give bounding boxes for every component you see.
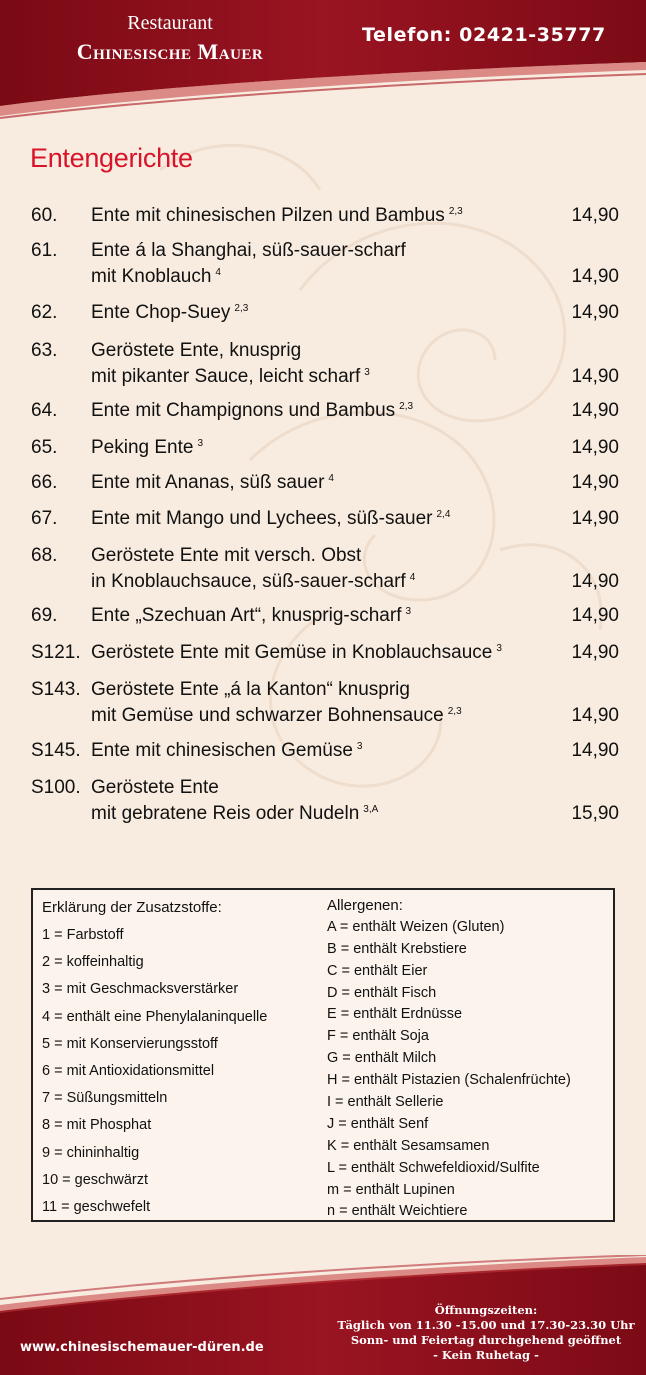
menu-item-name: [91, 437, 203, 462]
menu-item-price: 14,90: [571, 508, 619, 529]
menu-item-text: Ente mit chinesischen Gemüse: [91, 740, 353, 761]
menu-item-text: Geröstete Ente, knusprig: [91, 340, 302, 361]
allergens-column: [327, 895, 571, 1223]
menu-item-text: Ente mit Champignons und Bambus: [91, 400, 396, 421]
menu-item-name: [91, 472, 334, 497]
menu-item-additives: 3: [197, 438, 204, 449]
menu-item-price: 14,90: [571, 705, 619, 726]
menu-item-text: mit pikanter Sauce, leicht scharf: [91, 366, 361, 387]
menu-item-text: Ente „Szechuan Art“, knusprig-scharf: [91, 605, 402, 626]
menu-item-name: [91, 205, 463, 230]
menu-item-name: [91, 777, 219, 799]
menu-item-price: 14,90: [571, 400, 619, 421]
additive-entry: 9 = chininhaltig: [42, 1144, 140, 1161]
restaurant-name-first: Chinesische: [76, 39, 192, 64]
menu-item-number: 65.: [31, 437, 58, 458]
menu-item-name: [91, 571, 415, 596]
menu-item-text: Ente mit Mango und Lychees, süß-sauer: [91, 508, 433, 529]
allergen-entry: D = enthält Fisch: [327, 984, 437, 1001]
restaurant-label: Restaurant: [127, 12, 213, 34]
allergen-entry: L = enthält Schwefeldioxid/Sulfite: [327, 1159, 540, 1176]
opening-hours-line: Sonn- und Feiertag durchgehend geöffnet: [350, 1333, 622, 1347]
menu-item-number: S100.: [31, 777, 81, 798]
additive-entry: 6 = mit Antioxidationsmittel: [42, 1062, 215, 1079]
menu-item-price: 15,90: [571, 803, 619, 824]
menu-item-additives: 4: [215, 267, 221, 278]
menu-item-additives: 3: [405, 606, 412, 617]
additive-entry: 11 = geschwefelt: [42, 1198, 151, 1215]
additive-entry: 7 = Süßungsmitteln: [42, 1090, 168, 1107]
additive-entry: 8 = mit Phosphat: [42, 1117, 152, 1134]
allergen-entry: m = enthält Lupinen: [327, 1181, 455, 1198]
menu-item-name: [91, 679, 410, 701]
additives-heading: Erklärung der Zusatzstoffe:: [42, 899, 222, 916]
allergen-entry: B = enthält Krebstiere: [327, 940, 467, 957]
menu-item-name: [91, 266, 221, 291]
menu-item-text: Peking Ente: [91, 437, 194, 458]
header-banner: [0, 0, 646, 130]
menu-item-text: mit Gemüse und schwarzer Bohnensauce: [91, 705, 444, 726]
menu-item-number: S143.: [31, 679, 81, 700]
menu-item-name: [91, 705, 462, 730]
menu-item-additives: 4: [409, 572, 416, 583]
menu-item-number: 66.: [31, 472, 58, 493]
menu-item-name: [91, 340, 301, 362]
menu-item-price: 14,90: [571, 472, 619, 493]
allergen-entry: K = enthält Sesamsamen: [327, 1137, 490, 1154]
allergen-entry: E = enthält Erdnüsse: [327, 1006, 463, 1023]
section-title: Entengerichte: [30, 143, 193, 173]
menu-item-additives: 4: [328, 473, 334, 484]
menu-item-text: Ente mit Ananas, süß sauer: [91, 472, 325, 493]
menu-item-price: 14,90: [571, 571, 619, 592]
menu-item-text: Ente mit chinesischen Pilzen und Bambus: [91, 205, 445, 226]
menu-item-text: Geröstete Ente: [91, 777, 219, 798]
menu-item-price: 14,90: [571, 740, 619, 761]
menu-item-number: 67.: [31, 508, 58, 529]
menu-item-additives: 3: [496, 643, 502, 654]
additive-entry: 1 = Farbstoff: [42, 927, 124, 943]
menu-item-text: Geröstete Ente „á la Kanton“ knusprig: [91, 679, 410, 700]
menu-item-price: 14,90: [571, 266, 619, 287]
opening-hours-title: Öffnungszeiten:: [434, 1303, 538, 1317]
menu-item-name: [91, 302, 248, 327]
opening-hours-line: - Kein Ruhetag -: [433, 1348, 539, 1362]
legend-box: [31, 888, 615, 1222]
menu-item-name: [91, 803, 378, 828]
menu-item-name: [91, 240, 406, 262]
menu-item-text: mit Knoblauch: [91, 266, 212, 287]
menu-item-price: 14,90: [571, 302, 619, 323]
menu-item-name: [91, 740, 362, 765]
restaurant-name-second: Mauer: [197, 39, 264, 64]
menu-item-price: 14,90: [571, 642, 619, 663]
additive-entry: 2 = koffeinhaltig: [42, 954, 144, 971]
menu-item-additives: 3,A: [363, 804, 379, 815]
menu-item-text: Ente Chop-Suey: [91, 302, 231, 323]
menu-item-text: Geröstete Ente mit versch. Obst: [91, 545, 362, 566]
menu-item-number: 63.: [31, 340, 58, 361]
menu-item-name: [91, 400, 413, 425]
allergens-heading: Allergenen:: [327, 897, 403, 914]
menu-item-additives: 2,3: [399, 401, 414, 412]
allergen-entry: C = enthält Eier: [327, 962, 428, 979]
restaurant-name: [0, 39, 340, 65]
menu-item-number: S121.: [31, 642, 81, 663]
menu-item-text: Ente á la Shanghai, süß-sauer-scharf: [91, 240, 406, 261]
menu-item-price: 14,90: [571, 437, 619, 458]
menu-item-additives: 2,3: [447, 706, 462, 717]
allergen-entry: H = enthält Pistazien (Schalenfrüchte): [327, 1072, 571, 1089]
additive-entry: 3 = mit Geschmacksverstärker: [42, 981, 239, 998]
menu-item-number: 64.: [31, 400, 58, 421]
allergen-entry: I = enthält Sellerie: [327, 1094, 444, 1111]
menu-item-price: 14,90: [571, 605, 619, 626]
menu-item-price: 14,90: [571, 366, 619, 387]
menu-item-text: mit gebratene Reis oder Nudeln: [91, 803, 360, 824]
menu-item-name: [91, 605, 411, 630]
allergen-entry: F = enthält Soja: [327, 1028, 429, 1045]
additive-entry: 4 = enthält eine Phenylalaninquelle: [42, 1008, 268, 1025]
menu-item-additives: 2,3: [234, 303, 249, 314]
menu-item-additives: 2,3: [448, 206, 463, 217]
menu-item-number: 62.: [31, 302, 58, 323]
additives-column: [42, 900, 267, 1221]
allergen-entry: n = enthält Weichtiere: [327, 1203, 468, 1220]
menu-item-number: 60.: [31, 205, 58, 226]
menu-item-name: [91, 545, 361, 567]
allergen-entry: G = enthält Milch: [327, 1050, 437, 1067]
menu-item-price: 14,90: [571, 205, 619, 226]
menu-item-additives: 2,4: [436, 509, 451, 520]
opening-hours-line: Täglich von 11.30 -15.00 und 17.30-23.30 Uhr: [337, 1318, 635, 1332]
menu-item-number: S145.: [31, 740, 81, 761]
allergen-entry: A = enthält Weizen (Gluten): [327, 918, 505, 935]
website-link[interactable]: www.chinesischemauer-düren.de: [20, 1340, 264, 1355]
menu-item-text: in Knoblauchsauce, süß-sauer-scharf: [91, 571, 406, 592]
menu-item-name: [91, 508, 450, 533]
phone-number: Telefon: 02421-35777: [362, 24, 606, 46]
menu-item-text: Geröstete Ente mit Gemüse in Knoblauchsauce: [91, 642, 493, 663]
footer-banner: [0, 1255, 646, 1375]
menu-item-number: 61.: [31, 240, 58, 261]
menu-item-name: [91, 642, 502, 667]
menu-item-additives: 3: [364, 367, 370, 378]
additive-entry: 10 = geschwärzt: [42, 1171, 148, 1188]
menu-item-number: 68.: [31, 545, 58, 566]
opening-hours: [326, 1303, 646, 1363]
allergen-entry: J = enthält Senf: [327, 1115, 429, 1132]
menu-item-additives: 3: [356, 741, 363, 752]
menu-item-number: 69.: [31, 605, 58, 626]
menu-item-name: [91, 366, 370, 391]
additive-entry: 5 = mit Konservierungsstoff: [42, 1035, 218, 1052]
